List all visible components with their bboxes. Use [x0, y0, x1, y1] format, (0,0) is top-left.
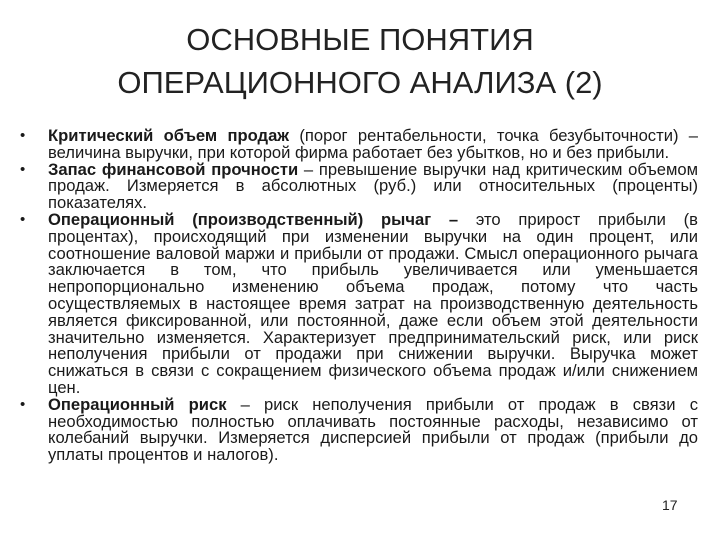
- title-line-1: ОСНОВНЫЕ ПОНЯТИЯ: [186, 22, 534, 57]
- bullet-icon: •: [20, 395, 26, 413]
- term-label: Операционный риск: [48, 394, 227, 414]
- definition-text: (порог рентабельности, точка безубыточности) – величина выручки, при которой фирма работает без убытков, но и без прибыли.: [48, 126, 698, 162]
- list-item-critical-volume: [18, 128, 698, 162]
- term-label: Запас финансовой прочности: [48, 159, 299, 179]
- definitions-list: [18, 128, 698, 464]
- title-line-2: ОПЕРАЦИОННОГО АНАЛИЗА (2): [117, 65, 603, 100]
- slide-title: [60, 18, 660, 104]
- definition-text: это прирост прибыли (в процентах), происходящий при изменении выручки на один процент, или соотношение валовой маржи и прибыли от продажи. Смысл операционного рычага заключается в том, что прибыль увеличивается или уменьшается непропорционально изменению объема продаж, потому что часть осуществляемых в настоящее время затрат на производственную деятельность является фиксированной, или постоянной, даже если объем этой деятельности значительно изменяется. Характеризует предпринимательский риск, или риск неполучения прибыли от продажи при снижении выручки. Выручка может снижаться в связи с сокращением физического объема продаж и/или снижением цен.: [48, 209, 698, 397]
- definition-text: – риск неполучения прибыли от продаж в связи с необходимостью полностью оплачивать постоянные расходы, независимо от колебаний выручки. Измеряется дисперсией прибыли от продаж (прибыли до уплаты процентов и налогов).: [48, 394, 698, 465]
- list-item-operating-risk: [18, 394, 698, 465]
- bullet-icon: •: [20, 160, 26, 178]
- term-label: Критический объем продаж: [48, 126, 290, 145]
- definition-text: – превышение выручки над критическим объемом продаж. Измеряется в абсолютных (руб.) или относительных (проценты) показателях.: [48, 159, 698, 213]
- bullet-icon: •: [20, 127, 26, 144]
- bullet-icon: •: [20, 210, 26, 228]
- list-item-operating-leverage: [18, 209, 698, 397]
- page-number: 17: [662, 497, 678, 513]
- list-item-safety-margin: [18, 159, 698, 213]
- term-label: Операционный (производственный) рычаг –: [48, 209, 459, 229]
